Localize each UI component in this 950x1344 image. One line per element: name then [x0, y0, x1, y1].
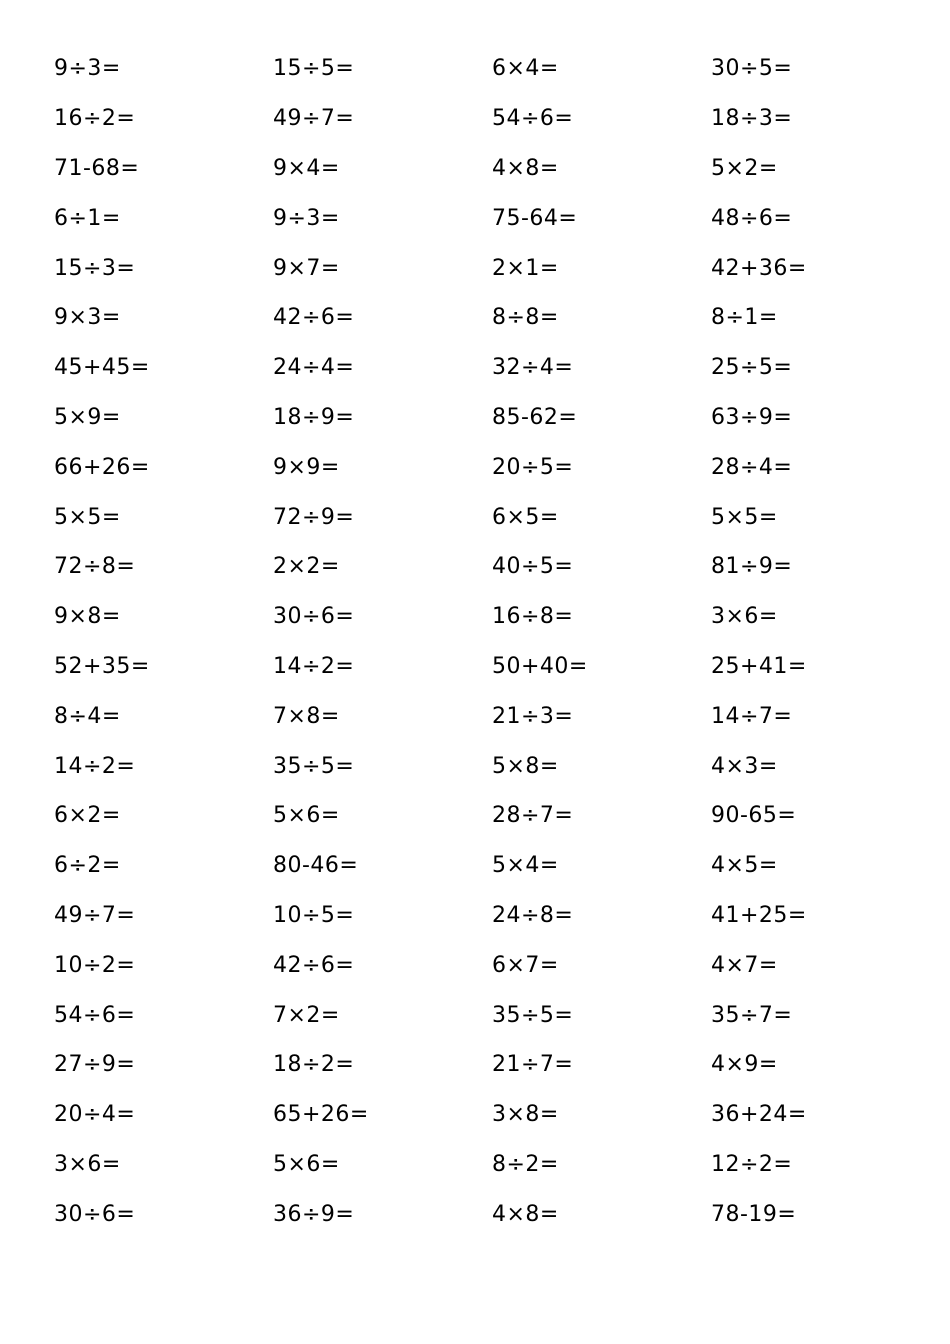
math-problem: 90-65= — [711, 803, 797, 829]
math-problem: 15÷3= — [54, 255, 136, 281]
problem-row — [54, 940, 930, 990]
math-problem: 20÷4= — [54, 1102, 136, 1128]
problem-row — [54, 990, 930, 1040]
problem-row — [54, 691, 930, 741]
problem-row — [54, 243, 930, 293]
problem-row — [54, 841, 930, 891]
math-problem: 80-46= — [273, 853, 359, 879]
math-problem: 30÷5= — [711, 56, 793, 82]
math-problem: 42÷6= — [273, 305, 355, 331]
math-problem: 4×7= — [711, 952, 778, 978]
math-problem: 9×9= — [273, 454, 340, 480]
math-problem: 78-19= — [711, 1201, 797, 1227]
problem-row — [54, 891, 930, 941]
math-problem: 6÷1= — [54, 205, 121, 231]
math-problem: 9÷3= — [54, 56, 121, 82]
math-problem: 36+24= — [711, 1102, 807, 1128]
math-problem: 45+45= — [54, 355, 150, 381]
math-problem: 2×2= — [273, 554, 340, 580]
math-problem: 6÷2= — [54, 853, 121, 879]
math-problem: 63÷9= — [711, 404, 793, 430]
math-problem: 65+26= — [273, 1102, 369, 1128]
math-problem: 5×9= — [54, 404, 121, 430]
math-problem: 14÷2= — [273, 653, 355, 679]
math-problem: 16÷8= — [492, 604, 574, 630]
arithmetic-worksheet — [54, 44, 930, 1239]
math-problem: 49÷7= — [54, 902, 136, 928]
math-problem: 30÷6= — [54, 1201, 136, 1227]
math-problem: 9×4= — [273, 155, 340, 181]
math-problem: 9÷3= — [273, 205, 340, 231]
problem-row — [54, 741, 930, 791]
math-problem: 7×2= — [273, 1002, 340, 1028]
math-problem: 5×5= — [54, 504, 121, 530]
math-problem: 28÷4= — [711, 454, 793, 480]
math-problem: 15÷5= — [273, 56, 355, 82]
math-problem: 20÷5= — [492, 454, 574, 480]
math-problem: 30÷6= — [273, 604, 355, 630]
math-problem: 4×9= — [711, 1052, 778, 1078]
math-problem: 21÷7= — [492, 1052, 574, 1078]
math-problem: 3×6= — [54, 1151, 121, 1177]
math-problem: 66+26= — [54, 454, 150, 480]
problem-row — [54, 343, 930, 393]
math-problem: 8÷4= — [54, 703, 121, 729]
math-problem: 28÷7= — [492, 803, 574, 829]
math-problem: 14÷7= — [711, 703, 793, 729]
math-problem: 4×8= — [492, 1201, 559, 1227]
math-problem: 8÷2= — [492, 1151, 559, 1177]
math-problem: 6×2= — [54, 803, 121, 829]
problem-row — [54, 791, 930, 841]
math-problem: 16÷2= — [54, 106, 136, 132]
math-problem: 10÷2= — [54, 952, 136, 978]
math-problem: 2×1= — [492, 255, 559, 281]
math-problem: 36÷9= — [273, 1201, 355, 1227]
math-problem: 40÷5= — [492, 554, 574, 580]
math-problem: 18÷2= — [273, 1052, 355, 1078]
math-problem: 81÷9= — [711, 554, 793, 580]
math-problem: 5×5= — [711, 504, 778, 530]
math-problem: 8÷1= — [711, 305, 778, 331]
problem-row — [54, 542, 930, 592]
math-problem: 24÷8= — [492, 902, 574, 928]
math-problem: 9×8= — [54, 604, 121, 630]
problem-row — [54, 293, 930, 343]
math-problem: 35÷5= — [492, 1002, 574, 1028]
math-problem: 48÷6= — [711, 205, 793, 231]
math-problem: 85-62= — [492, 404, 578, 430]
math-problem: 9×3= — [54, 305, 121, 331]
math-problem: 35÷7= — [711, 1002, 793, 1028]
math-problem: 54÷6= — [492, 106, 574, 132]
math-problem: 50+40= — [492, 653, 588, 679]
problem-row — [54, 642, 930, 692]
problem-row — [54, 1189, 930, 1239]
problem-row — [54, 193, 930, 243]
problem-row — [54, 592, 930, 642]
math-problem: 71-68= — [54, 155, 140, 181]
math-problem: 18÷9= — [273, 404, 355, 430]
math-problem: 41+25= — [711, 902, 807, 928]
math-problem: 49÷7= — [273, 106, 355, 132]
math-problem: 4×8= — [492, 155, 559, 181]
math-problem: 5×4= — [492, 853, 559, 879]
problem-row — [54, 144, 930, 194]
problem-row — [54, 1040, 930, 1090]
math-problem: 5×6= — [273, 803, 340, 829]
math-problem: 6×4= — [492, 56, 559, 82]
problem-row — [54, 492, 930, 542]
math-problem: 12÷2= — [711, 1151, 793, 1177]
math-problem: 42+36= — [711, 255, 807, 281]
problem-row — [54, 44, 930, 94]
math-problem: 32÷4= — [492, 355, 574, 381]
math-problem: 5×6= — [273, 1151, 340, 1177]
math-problem: 3×8= — [492, 1102, 559, 1128]
math-problem: 25÷5= — [711, 355, 793, 381]
math-problem: 21÷3= — [492, 703, 574, 729]
math-problem: 75-64= — [492, 205, 578, 231]
math-problem: 6×5= — [492, 504, 559, 530]
problem-row — [54, 393, 930, 443]
math-problem: 18÷3= — [711, 106, 793, 132]
math-problem: 5×2= — [711, 155, 778, 181]
math-problem: 27÷9= — [54, 1052, 136, 1078]
problem-row — [54, 1140, 930, 1190]
math-problem: 9×7= — [273, 255, 340, 281]
math-problem: 3×6= — [711, 604, 778, 630]
math-problem: 8÷8= — [492, 305, 559, 331]
math-problem: 7×8= — [273, 703, 340, 729]
math-problem: 54÷6= — [54, 1002, 136, 1028]
math-problem: 10÷5= — [273, 902, 355, 928]
math-problem: 5×8= — [492, 753, 559, 779]
math-problem: 4×3= — [711, 753, 778, 779]
math-problem: 42÷6= — [273, 952, 355, 978]
math-problem: 35÷5= — [273, 753, 355, 779]
math-problem: 25+41= — [711, 653, 807, 679]
math-problem: 52+35= — [54, 653, 150, 679]
math-problem: 14÷2= — [54, 753, 136, 779]
math-problem: 72÷8= — [54, 554, 136, 580]
math-problem: 72÷9= — [273, 504, 355, 530]
math-problem: 6×7= — [492, 952, 559, 978]
problem-row — [54, 94, 930, 144]
math-problem: 4×5= — [711, 853, 778, 879]
problem-row — [54, 1090, 930, 1140]
math-problem: 24÷4= — [273, 355, 355, 381]
problem-row — [54, 442, 930, 492]
